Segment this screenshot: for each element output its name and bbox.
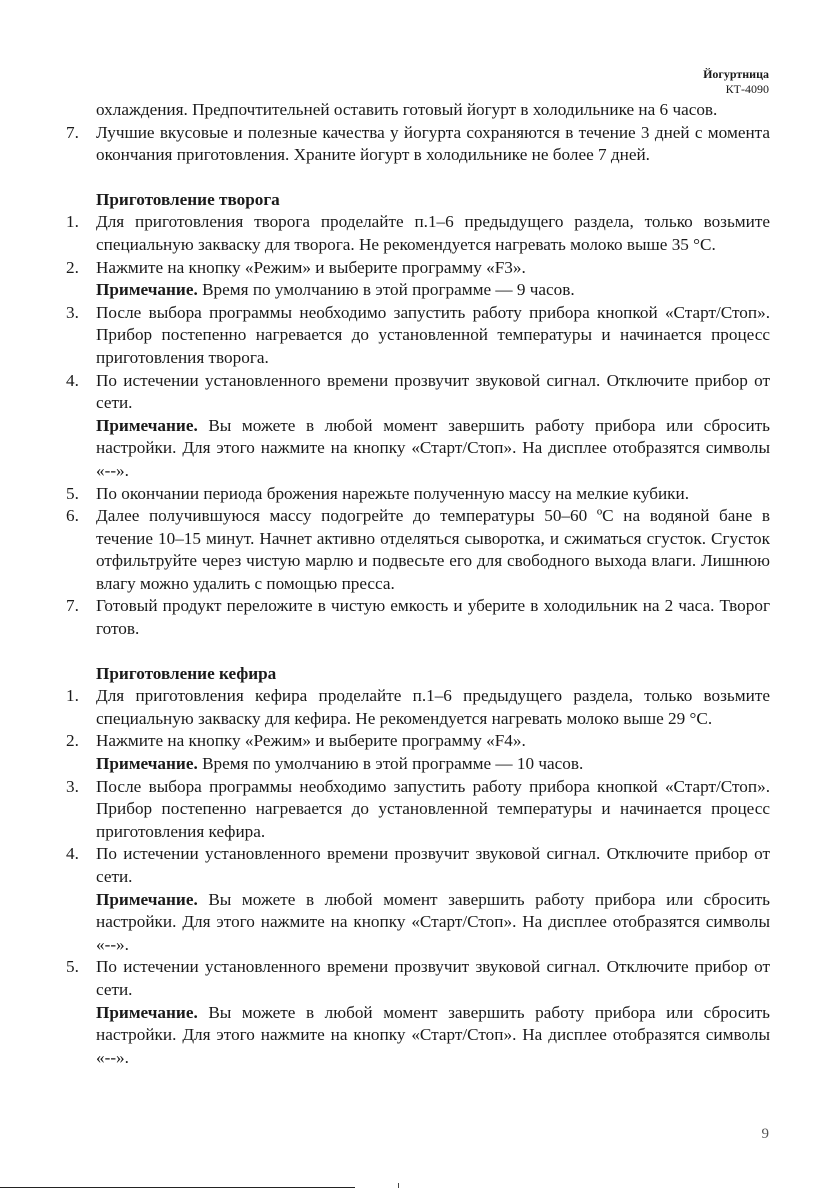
list-item	[60, 730, 770, 753]
item-number: 3.	[66, 302, 79, 322]
note	[60, 889, 770, 957]
item-number: 1.	[66, 686, 79, 706]
note-text: Время по умолчанию в этой программе — 10 часов.	[197, 754, 584, 774]
list-item	[60, 370, 770, 415]
note-label: Примечание.	[96, 415, 198, 435]
item-text: Нажмите на кнопку «Режим» и выберите программу «F4».	[96, 731, 526, 751]
item-number: 5.	[66, 957, 79, 977]
item-text: Нажмите на кнопку «Режим» и выберите программу «F3».	[96, 257, 526, 277]
note-label: Примечание.	[96, 754, 198, 774]
model-number: КТ-4090	[725, 82, 769, 96]
list-item	[60, 505, 770, 595]
item-number: 5.	[66, 483, 79, 503]
list-item	[60, 595, 770, 640]
list-item	[60, 211, 770, 256]
item-number: 7.	[66, 122, 79, 142]
item-text: Далее получившуюся массу подогрейте до температуры 50–60 ºС на водяной бане в течение 10–15 минут. Начнет активно отделяться сыворотка, и сжиматься сгусток. Сгусток отфильтруйте через чистую марлю и подвесьте его для свободного выхода влаги. Лишнюю влагу можно удалить с помощью пресса.	[96, 506, 770, 593]
note-text: Вы можете в любой момент завершить работу прибора или сбросить настройки. Для этого нажмите на кнопку «Старт/Стоп». На дисплее отобразятся символы «--».	[96, 1002, 770, 1067]
item-text: Лучшие вкусовые и полезные качества у йогурта сохраняются в течение 3 дней с момента окончания приготовления. Храните йогурт в холодильнике не более 7 дней.	[96, 122, 770, 165]
page-header	[703, 67, 769, 97]
list-item	[60, 843, 770, 888]
note	[60, 415, 770, 483]
item-text: После выбора программы необходимо запустить работу прибора кнопкой «Старт/Стоп». Прибор постепенно нагревается до установленной температуры и начинается процесс приготовления кефира.	[96, 776, 770, 841]
item-text: По истечении установленного времени прозвучит звуковой сигнал. Отключите прибор от сети.	[96, 957, 770, 999]
item-text: Готовый продукт переложите в чистую емкость и уберите в холодильник на 2 часа. Творог готов.	[96, 596, 770, 639]
product-name: Йогуртница	[703, 67, 769, 81]
item-number: 1.	[66, 212, 79, 232]
tvorog-list	[60, 211, 770, 640]
note-text: Время по умолчанию в этой программе — 9 часов.	[197, 280, 575, 300]
item-number: 6.	[66, 506, 79, 526]
continuation-text: охлаждения. Предпочтительней оставить готовый йогурт в холодильнике на 6 часов.	[96, 100, 718, 119]
item-text: По истечении установленного времени прозвучит звуковой сигнал. Отключите прибор от сети.	[96, 370, 770, 413]
note-label: Примечание.	[96, 1002, 198, 1022]
list-item	[60, 685, 770, 730]
page-content	[60, 99, 770, 1069]
item-text: После выбора программы необходимо запустить работу прибора кнопкой «Старт/Стоп». Прибор постепенно нагревается до установленной температуры и начинается процесс приготовления творога.	[96, 302, 770, 367]
section-title-kefir: Приготовление кефира	[96, 663, 277, 683]
footer-rule	[0, 1187, 355, 1188]
list-item	[60, 122, 770, 167]
note	[60, 1002, 770, 1070]
section-title-tvorog: Приготовление творога	[96, 189, 280, 209]
note-text: Вы можете в любой момент завершить работу прибора или сбросить настройки. Для этого нажмите на кнопку «Старт/Стоп». На дисплее отобразятся символы «--».	[96, 889, 770, 954]
list-item	[60, 257, 770, 280]
item-text: По окончании периода брожения нарежьте полученную массу на мелкие кубики.	[96, 483, 690, 503]
note	[60, 753, 770, 776]
note-label: Примечание.	[96, 280, 198, 300]
item-text: Для приготовления кефира проделайте п.1–6 предыдущего раздела, только возьмите специальную закваску для кефира. Не рекомендуется нагревать молоко выше 29 °С.	[96, 686, 770, 728]
list-item	[60, 483, 770, 506]
footer-mark	[398, 1183, 399, 1188]
item-text: По истечении установленного времени прозвучит звуковой сигнал. Отключите прибор от сети.	[96, 844, 770, 886]
kefir-list	[60, 685, 770, 1069]
item-number: 7.	[66, 596, 79, 616]
item-number: 3.	[66, 776, 79, 796]
note	[60, 279, 770, 302]
note-text: Вы можете в любой момент завершить работу прибора или сбросить настройки. Для этого нажмите на кнопку «Старт/Стоп». На дисплее отобразятся символы «--».	[96, 415, 770, 480]
list-item	[60, 776, 770, 844]
item-text: Для приготовления творога проделайте п.1–6 предыдущего раздела, только возьмите специальную закваску для творога. Не рекомендуется нагревать молоко выше 35 °С.	[96, 212, 770, 254]
note-label: Примечание.	[96, 889, 198, 909]
list-item	[60, 956, 770, 1001]
list-item	[60, 302, 770, 370]
item-number: 4.	[66, 844, 79, 864]
page-number: 9	[761, 1126, 769, 1142]
item-number: 2.	[66, 257, 79, 277]
item-number: 2.	[66, 731, 79, 751]
item-number: 4.	[66, 370, 79, 390]
